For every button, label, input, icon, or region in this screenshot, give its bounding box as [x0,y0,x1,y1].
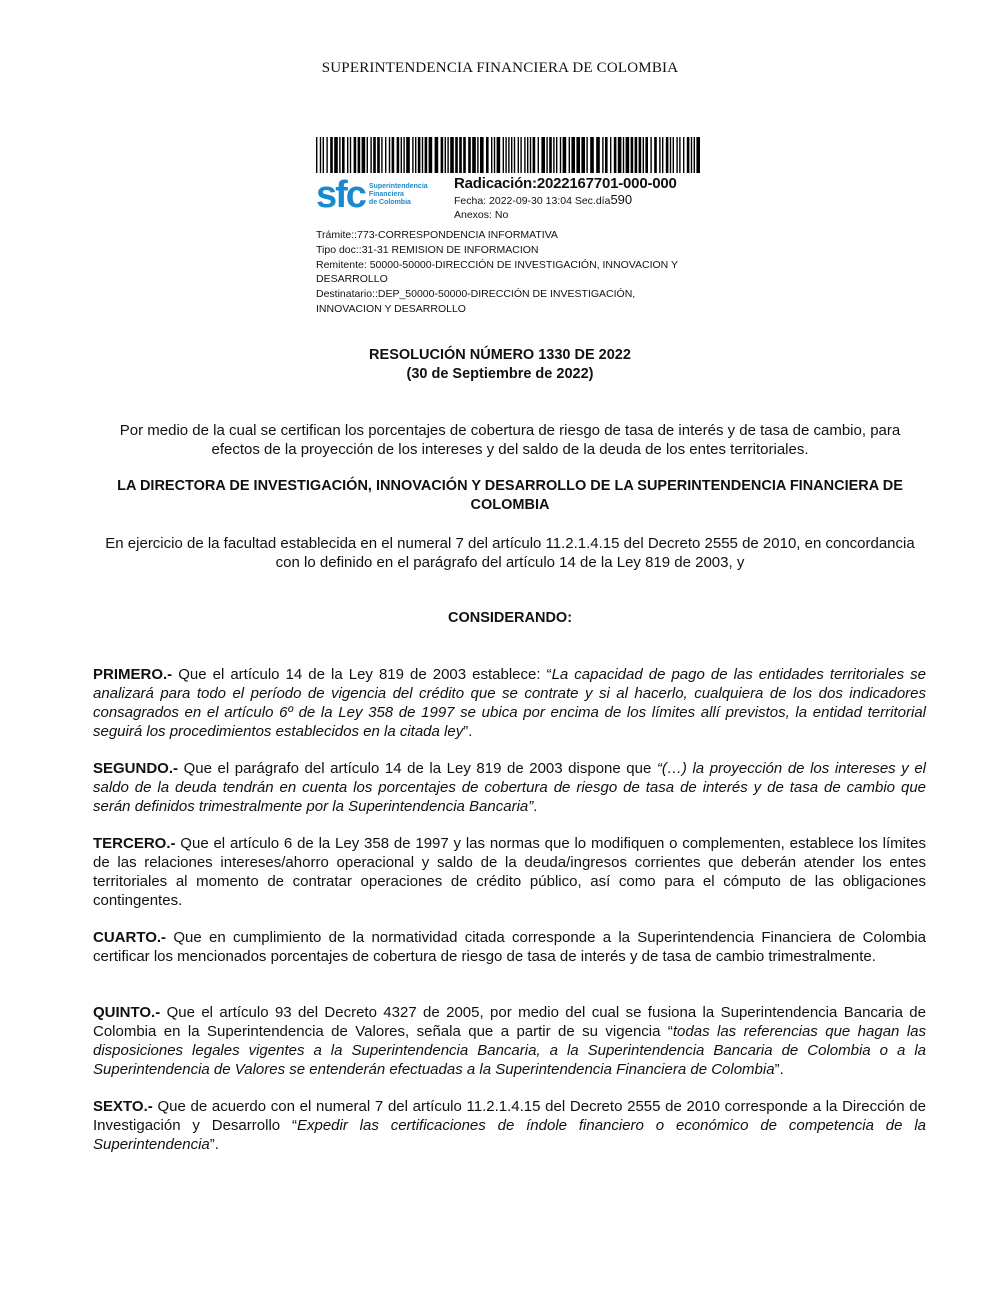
organization-header: SUPERINTENDENCIA FINANCIERA DE COLOMBIA [321,60,679,76]
barcode-bar [654,137,657,173]
remitente: Remitente: 50000-50000-DIRECCIÓN DE INVESTIGACIÓN, INNOVACION Y DESARROLLO [316,258,678,286]
barcode-bar [385,137,386,173]
barcode-bar [468,137,471,173]
barcode-bar [381,137,382,173]
barcode-bar [524,137,525,173]
clause-end: . [533,798,538,815]
barcode-bar [422,137,423,173]
tipo-doc: Tipo doc::31-31 REMISION DE INFORMACION [316,243,539,256]
barcode-bar [694,137,695,173]
clause-label: PRIMERO.- [93,666,173,683]
barcode-bar [503,137,504,173]
clause-end: ”. [774,1061,784,1078]
barcode-bar [576,137,580,173]
barcode-bar [569,137,570,173]
barcode-bar [586,137,587,173]
radicacion-date [454,193,677,208]
barcode-bar [643,137,644,173]
logo-line: Superintendencia [368,183,428,190]
barcode-bar [370,137,371,173]
barcode-bar [546,137,547,173]
barcode-bar [316,137,317,173]
barcode-bar [659,137,660,173]
clause-cuarto [93,928,926,966]
barcode-bar [662,137,663,173]
barcode-bar [541,137,545,173]
barcode-bar [505,137,506,173]
barcode-bar [563,137,567,173]
radication-stamp [316,137,716,317]
barcode-bar [358,137,361,173]
clause-quote: Expedir las certificaciones de índole financiero o económico de competencia de la Superintendencia [93,1117,926,1153]
barcode-bar [635,137,638,173]
barcode-bar [666,137,669,173]
barcode-bar [494,137,495,173]
barcode-bar [477,137,478,173]
resolution-title [0,346,1000,384]
director-heading: LA DIRECTORA DE INVESTIGACIÓN, INNOVACIÓN Y DESARROLLO DE LA SUPERINTENDENCIA FINANCIERA DE COLOMBIA [117,478,903,513]
clause-quote: todas las referencias que hagan las disposiciones legales vigentes a la Superintendencia Bancaria, a la Superintendencia Bancaria de Colombia o a la Superintendencia de Valores se entenderán efectuadas a la Superintendencia Financiera de Colombia [93,1023,926,1078]
barcode-bar [687,137,690,173]
barcode-bar [491,137,492,173]
barcode-bar [691,137,692,173]
barcode-bar [418,137,421,173]
resolution-number: RESOLUCIÓN NÚMERO 1330 DE 2022 [369,347,631,363]
barcode-bar [429,137,433,173]
barcode-bar [334,137,338,173]
barcode-bar [581,137,585,173]
clause-quote: “(…) la proyección de los intereses y el saldo de la deuda tendrán en cuenta los porcentajes de cobertura de riesgo de tasa de interés y de tasa de cambio que serán definidos trimestralmente por la Superintendencia Bancaria” [93,760,926,815]
clause-quinto [93,1003,926,1079]
barcode-bar [683,137,684,173]
clause-text: Que el parágrafo del artículo 14 de la Ley 819 de 2003 dispone que [178,760,657,777]
barcode-bar [326,137,327,173]
barcode-bar [696,137,700,173]
barcode-bar [623,137,624,173]
barcode-bar [425,137,428,173]
barcode-bar [459,137,462,173]
barcode-bar [389,137,390,173]
barcode-bar [520,137,521,173]
barcode-bar [645,137,648,173]
barcode-bar [373,137,376,173]
barcode-bar [676,137,677,173]
barcode-bar [650,137,651,173]
barcode-bar [350,137,351,173]
clause-end: ”. [209,1136,219,1153]
barcode-bar [412,137,413,173]
clause-text: Que en cumplimiento de la normatividad citada corresponde a la Superintendencia Financiera de Colombia certificar los mencionados porcentajes de cobertura de riesgo de tasa de interés y de tasa de cambio trimestralmente. [93,929,926,965]
barcode-bar [339,137,340,173]
barcode-bar [323,137,324,173]
barcode-bar [445,137,446,173]
considerando-heading: CONSIDERANDO: [447,610,573,626]
barcode-bar [397,137,400,173]
barcode-bar [441,137,444,173]
clause-tercero [93,834,926,910]
barcode-bar [320,137,321,173]
barcode-bar [511,137,512,173]
barcode-bar [367,137,368,173]
barcode-bar [450,137,454,173]
sec-dia: 590 [610,192,633,207]
fecha-text: Fecha: 2022-09-30 13:04 Sec.día [454,195,611,207]
clause-segundo [93,759,926,816]
logo-line: Financiera [368,191,404,198]
logo-subtitle [369,183,428,207]
barcode-bar [330,137,333,173]
barcode-bar [560,137,561,173]
logo-line: de Colombia [368,199,411,206]
tramite: Trámite::773-CORRESPONDENCIA INFORMATIVA [316,229,558,241]
resolution-date: (30 de Septiembre de 2022) [406,366,594,382]
barcode-bar [533,137,536,173]
clause-sexto [93,1097,926,1154]
barcode-bar [538,137,539,173]
barcode-bar [596,137,600,173]
barcode-bar [556,137,557,173]
barcode-bar [435,137,439,173]
barcode-bar [463,137,466,173]
barcode-bar [472,137,476,173]
barcode-bar [480,137,484,173]
radicacion-number: Radicación:2022167701-000-000 [454,175,677,192]
barcode-bar [590,137,594,173]
barcode-bar [342,137,345,173]
barcode-bar [673,137,674,173]
clause-end: ”. [463,723,473,740]
barcode-bar [610,137,611,173]
barcode-bar [670,137,671,173]
barcode-bar [605,137,608,173]
barcode-bar [497,137,501,173]
barcode-bar [602,137,603,173]
clause-label: SEXTO.- [93,1098,153,1115]
clause-text: Que el artículo 14 de la Ley 819 de 2003 establece: “ [172,666,552,683]
barcode-bar [679,137,680,173]
clause-label: TERCERO.- [93,835,176,852]
barcode-bar [514,137,515,173]
anexos: Anexos: No [454,209,509,221]
barcode-bar [401,137,402,173]
barcode-bar [631,137,634,173]
clause-primero [93,665,926,741]
clause-label: SEGUNDO.- [93,760,179,777]
clause-label: CUARTO.- [93,929,167,946]
barcode-bar [392,137,395,173]
barcode-bar [508,137,509,173]
clause-quote: La capacidad de pago de las entidades territoriales se analizará para todo el período de vigencia del crédito que se contrate y si al hacerlo, cualquiera de los dos indicadores consagrados en el artículo 6º de la Ley 358 de 1997 se ubica por encima de los límites allí previstos, la entidad territorial seguirá los procedimientos establecidos en la citada ley [93,666,926,740]
purpose-paragraph: Por medio de la cual se certifican los porcentajes de cobertura de riesgo de tasa de interés y de tasa de cambio, para efectos de la proyección de los intereses y del saldo de la deuda de los entes territoriales. [119,422,901,458]
barcode-bar [455,137,458,173]
barcode-bar [527,137,528,173]
destinatario: Destinatario::DEP_50000-50000-DIRECCIÓN DE INVESTIGACIÓN, INNOVACION Y DESARROLLO [316,288,636,315]
barcode-bar [518,137,519,173]
barcode-bar [362,137,366,173]
barcode-bar [553,137,554,173]
barcode-bar [415,137,416,173]
barcode-bar [347,137,348,173]
barcode-bar [406,137,410,173]
barcode-bar [571,137,575,173]
stamp-metadata [316,228,696,317]
barcode-bar [486,137,489,173]
barcode-bar [403,137,404,173]
clause-text: Que el artículo 93 del Decreto 4327 de 2005, por medio del cual se fusiona la Superintendencia Bancaria de Colombia en la Superintendencia de Valores, señala que a partir de su vigencia “ [93,1004,926,1040]
barcode-bar [614,137,617,173]
clause-text: Que el artículo 6 de la Ley 358 de 1997 y las normas que lo modifiquen o complementen, establece los límites de las relaciones intereses/ahorro operacional y saldo de la deuda/ingresos corrientes que deberán atender los entes territoriales al momento de contratar operaciones de crédito público, así como para el cómputo de las obligaciones contingentes. [93,835,926,909]
barcode-bar [354,137,357,173]
barcode [316,137,702,173]
clause-label: QUINTO.- [93,1004,161,1021]
barcode-bar [530,137,531,173]
barcode-bar [377,137,380,173]
sfc-logo [316,175,452,215]
authority-paragraph: En ejercicio de la facultad establecida en el numeral 7 del artículo 11.2.1.4.15 del Decreto 2555 de 2010, en concordancia con lo definido en el parágrafo del artículo 14 de la Ley 819 de 2003, y [105,535,915,571]
barcode-bar [549,137,552,173]
barcode-bar [618,137,622,173]
barcode-bar [447,137,448,173]
logo-text: sfc [316,174,365,216]
clause-text: Que de acuerdo con el numeral 7 del artículo 11.2.1.4.15 del Decreto 2555 de 2010 corresponde a la Dirección de Investigación y Desarrollo “ [93,1098,926,1134]
barcode-bar [626,137,630,173]
barcode-bar [639,137,642,173]
